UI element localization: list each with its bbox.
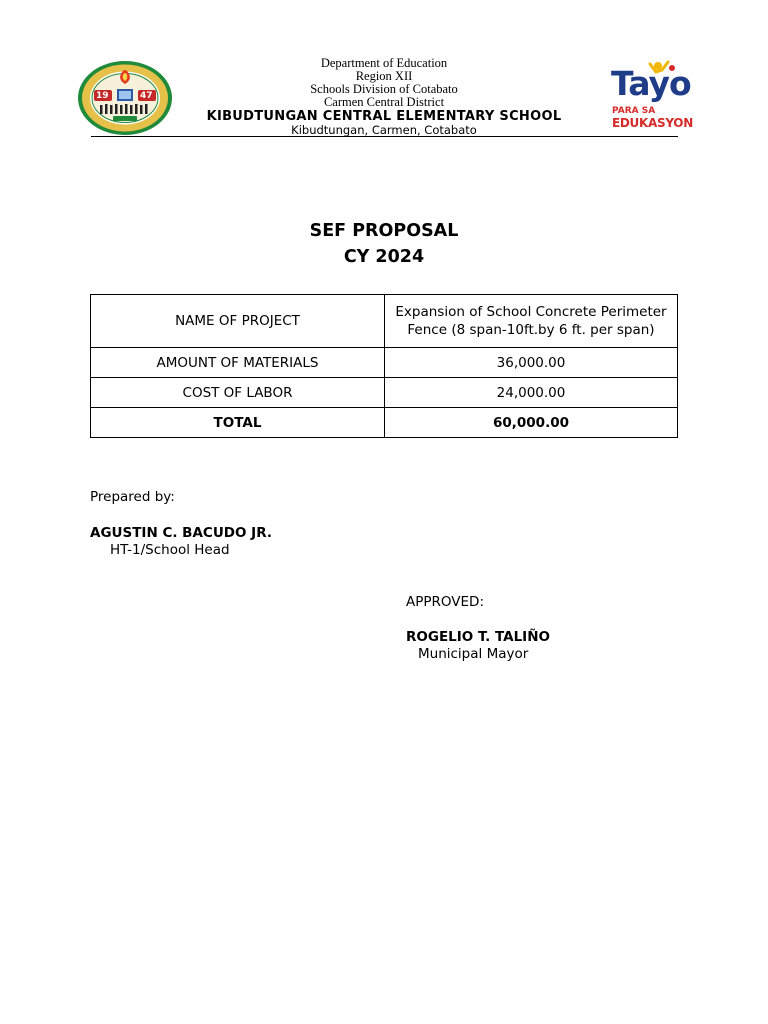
- table-row: [91, 378, 678, 408]
- table-row: [91, 295, 678, 348]
- header-divider: [91, 136, 678, 137]
- letterhead-text: [170, 57, 598, 137]
- labor-label: COST OF LABOR: [91, 378, 385, 408]
- table-row: [91, 348, 678, 378]
- district-line: Carmen Central District: [323, 95, 445, 109]
- prepared-by-position: HT-1/School Head: [110, 542, 230, 558]
- tayo-line1: PARA SA: [612, 106, 656, 116]
- table-row: [91, 408, 678, 438]
- approved-by-position: Municipal Mayor: [418, 646, 529, 662]
- document-year: CY 2024: [343, 247, 425, 267]
- department-line: Department of Education: [320, 56, 448, 70]
- materials-label: AMOUNT OF MATERIALS: [91, 348, 385, 378]
- school-seal-logo: [77, 60, 173, 136]
- letterhead: [0, 0, 768, 140]
- project-name-label: NAME OF PROJECT: [91, 295, 385, 348]
- tayo-wordmark: Tayo: [611, 64, 691, 103]
- seal-year-left: 19: [96, 91, 109, 101]
- proposal-table: [90, 294, 678, 438]
- division-line: Schools Division of Cotabato: [310, 82, 458, 96]
- approved-label: APPROVED:: [406, 594, 484, 610]
- seal-year-right: 47: [140, 91, 153, 101]
- labor-value: 24,000.00: [385, 378, 678, 408]
- tayo-line2: EDUKASYON: [612, 116, 693, 130]
- school-name: KIBUDTUNGAN CENTRAL ELEMENTARY SCHOOL: [206, 109, 562, 124]
- region-line: Region XII: [355, 69, 413, 83]
- total-value: 60,000.00: [385, 408, 678, 438]
- tayo-para-sa-edukasyon-logo: [610, 58, 702, 134]
- project-name-value: Expansion of School Concrete Perimeter Fence (8 span-10ft.by 6 ft. per span): [385, 295, 678, 348]
- approved-by-name: ROGELIO T. TALIÑO: [406, 629, 550, 645]
- document-title: SEF PROPOSAL: [309, 221, 459, 241]
- materials-value: 36,000.00: [385, 348, 678, 378]
- prepared-by-name: AGUSTIN C. BACUDO JR.: [90, 525, 272, 541]
- prepared-by-label: Prepared by:: [90, 489, 175, 505]
- total-label: TOTAL: [91, 408, 385, 438]
- school-address: Kibudtungan, Carmen, Cotabato: [291, 123, 477, 137]
